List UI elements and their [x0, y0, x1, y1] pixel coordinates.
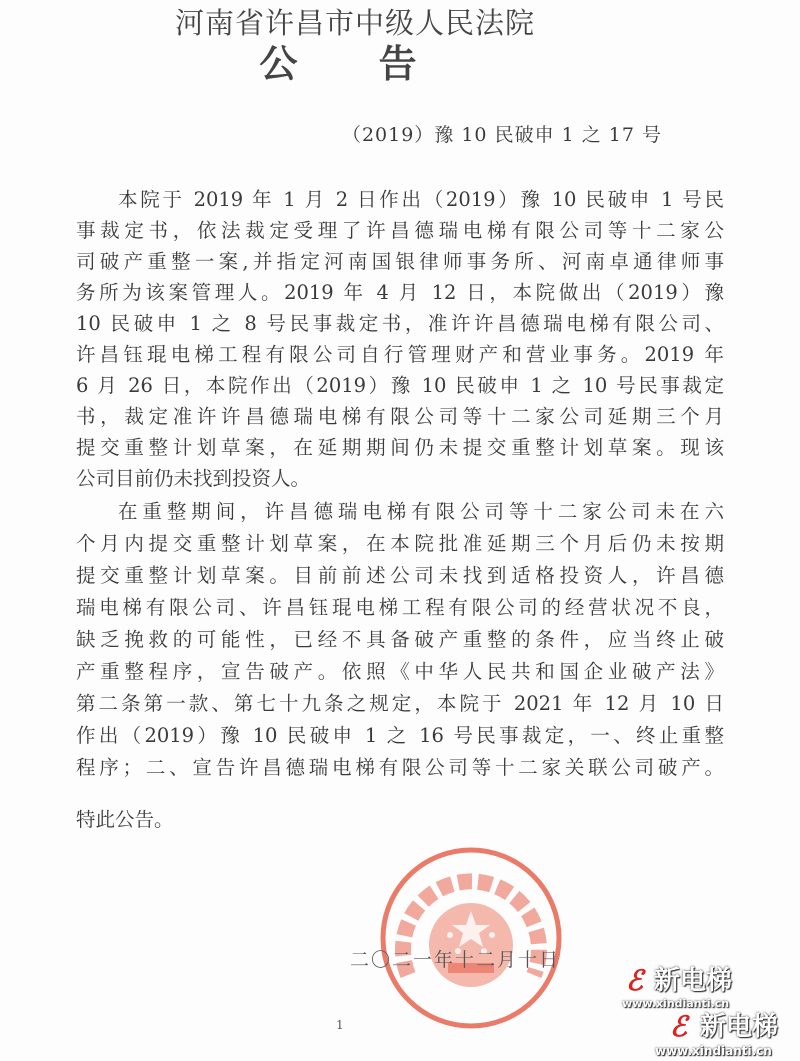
watermark-brand: 新电梯 — [654, 966, 733, 996]
watermark-logo-icon: ℰ — [626, 964, 643, 997]
text-line: 提交重整计划草案。目前前述公司未找到适格投资人，许昌德 — [76, 564, 724, 587]
text-line: 瑞电梯有限公司、许昌钰琨电梯工程有限公司的经营状况不良， — [76, 596, 724, 619]
text-line: 司破产重整一案,并指定河南国银律师事务所、河南卓通律师事 — [76, 250, 724, 273]
text-line: 个月内提交重整计划草案，在本院批准延期三个月后仍未按期 — [76, 532, 724, 555]
text-line: 公司目前仍未找到投资人。 — [76, 467, 311, 490]
text-line: 许昌钰琨电梯工程有限公司自行管理财产和营业事务。2019 年 — [76, 343, 724, 366]
paragraph-2 — [76, 496, 724, 784]
watermark-logo-icon: ℰ — [670, 1010, 687, 1043]
text-line: 产重整程序，宣告破产。依照《中华人民共和国企业破产法》 — [76, 660, 724, 683]
paragraph-1 — [76, 184, 724, 494]
text-line: 务所为该案管理人。2019 年 4 月 12 日，本院做出（2019）豫 — [76, 281, 724, 304]
text-line: 程序；二、宣告许昌德瑞电梯有限公司等十二家关联公司破产。 — [76, 756, 724, 779]
text-line: 作出（2019）豫 10 民破申 1 之 16 号民事裁定，一、终止重整 — [76, 724, 724, 747]
document-title: 公 告 — [259, 42, 451, 86]
text-line: 提交重整计划草案，在延期期间仍未提交重整计划草案。现该 — [76, 436, 724, 459]
closing-text: 特此公告。 — [76, 808, 174, 831]
watermark-url: www.xindianti.cn — [655, 1044, 772, 1058]
text-line: 在重整期间，许昌德瑞电梯有限公司等十二家公司未在六 — [118, 500, 724, 523]
court-name: 河南省许昌市中级人民法院 — [174, 6, 535, 40]
watermark-brand: 新电梯 — [700, 1012, 779, 1042]
page-number: 1 — [336, 1018, 344, 1032]
text-line: 缺乏挽救的可能性，已经不具备破产重整的条件，应当终止破 — [76, 628, 724, 651]
text-line: 6 月 26 日，本院作出（2019）豫 10 民破申 1 之 10 号民事裁定 — [76, 374, 724, 397]
watermark-url: www.xindianti.cn — [622, 997, 730, 1010]
text-line: 书，裁定准许许昌德瑞电梯有限公司等十二家公司延期三个月 — [76, 405, 724, 428]
court-seal-icon — [378, 845, 564, 1031]
case-number: （2019）豫 10 民破申 1 之 17 号 — [341, 124, 662, 146]
text-line: 本院于 2019 年 1 月 2 日作出（2019）豫 10 民破申 1 号民 — [118, 188, 724, 211]
text-line: 事裁定书，依法裁定受理了许昌德瑞电梯有限公司等十二家公 — [76, 219, 724, 242]
text-line: 10 民破申 1 之 8 号民事裁定书，准许许昌德瑞电梯有限公司、 — [76, 312, 724, 335]
text-line: 第二条第一款、第七十九条之规定，本院于 2021 年 12 月 10 日 — [76, 692, 724, 715]
issue-date: 二〇二一年十二月十日 — [350, 949, 561, 971]
